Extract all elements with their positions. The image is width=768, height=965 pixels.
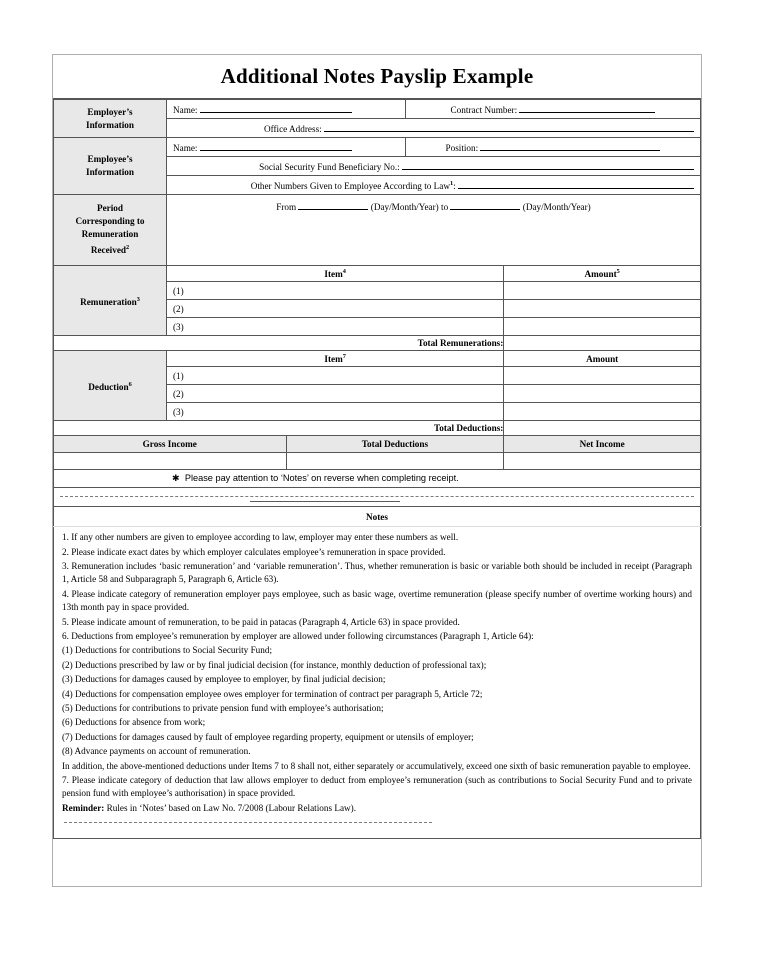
remuneration-item-header: Item$^4$ [167, 266, 504, 282]
total-deductions-row [54, 421, 701, 436]
note-item: (3) Deductions for damages caused by employee to employer, by final judicial decision; [62, 674, 386, 685]
deduction-footnote-marker: 6 [128, 380, 132, 388]
employer-name-row [54, 100, 701, 119]
employee-name-row [54, 138, 701, 157]
remuneration-item-3[interactable]: (3) [167, 318, 504, 336]
remuneration-amount-header: Amount$^5$ [504, 266, 701, 282]
gross-income-value[interactable] [54, 453, 287, 470]
employer-name-cell[interactable] [167, 100, 406, 119]
employee-name-cell[interactable] [167, 138, 406, 157]
employee-other-numbers-label: Other Numbers Given to Employee According to Law [250, 181, 450, 191]
total-deductions-summary-value[interactable] [286, 453, 504, 470]
note-item: (4) Deductions for compensation employee owes employer for termination of contract per paragraph 5, Article 72; [62, 688, 483, 699]
notes-body-row [54, 527, 701, 839]
total-remunerations-row [54, 336, 701, 351]
deduction-item-2[interactable]: (2) [167, 385, 504, 403]
reminder-text: Rules in ‘Notes’ based on Law No. 7/2008 (Labour Relations Law). [104, 802, 357, 813]
deduction-label: Deduction$^6$ [54, 351, 167, 421]
employer-contract-number-cell[interactable] [406, 100, 701, 119]
note-item: 7. Please indicate category of deduction that law allows employer to deduct from employee’s remuneration (such as contributions to Social Security Fund and to private pension fund with employee’s authorisation) in space provided. [62, 775, 692, 799]
remuneration-label: Remuneration$^3$ [54, 266, 167, 336]
employee-position-input[interactable] [480, 141, 660, 151]
asterisk-icon: ✱ [172, 473, 180, 484]
employer-name-input[interactable] [200, 103, 352, 113]
net-income-value[interactable] [504, 453, 701, 470]
cut-line-row [54, 488, 701, 507]
employee-name-label: Name: [173, 143, 198, 153]
note-item: (7) Deductions for damages caused by fault of employee regarding property, equipment or utensils of employer; [62, 731, 474, 742]
employee-ssf-input[interactable] [402, 160, 694, 170]
footnote-text: Please pay attention to ‘Notes’ on reverse when completing receipt. [184, 473, 459, 484]
total-remunerations-label: Total Remunerations: [54, 336, 504, 351]
bottom-cut-line [64, 822, 432, 823]
page-title: Additional Notes Payslip Example [220, 64, 534, 88]
remuneration-footnote-marker: 3 [136, 295, 140, 303]
period-from-label: From [276, 202, 297, 212]
employer-information-label: Employer’s Information [54, 100, 167, 138]
bottom-cut-line-wrap [62, 816, 692, 832]
note-item: (8) Advance payments on account of remuneration. [62, 746, 251, 757]
deduction-item-footnote-marker: 7 [342, 353, 346, 361]
deduction-item-3[interactable]: (3) [167, 403, 504, 421]
cut-line-cell [54, 488, 701, 507]
deduction-amount-header: Amount [504, 351, 701, 367]
note-item: (6) Deductions for absence from work; [62, 717, 206, 728]
total-remunerations-value[interactable] [504, 336, 701, 351]
gross-income-header: Gross Income [54, 436, 287, 453]
employer-office-address-input[interactable] [324, 122, 694, 132]
employer-contract-number-input[interactable] [519, 103, 655, 113]
net-income-header: Net Income [504, 436, 701, 453]
period-from-input[interactable] [298, 200, 368, 210]
notes-heading-row [54, 507, 701, 527]
remuneration-amount-2[interactable] [504, 300, 701, 318]
employer-office-address-label: Office Address: [263, 124, 322, 134]
note-item: (2) Deductions prescribed by law or by final judicial decision (for instance, monthly deduction of professional tax); [62, 659, 487, 670]
form-title-band [53, 55, 701, 99]
employee-other-numbers-cell[interactable] [167, 176, 701, 195]
period-row [54, 195, 701, 266]
footnote-row [54, 470, 701, 488]
footnote-cell [54, 470, 701, 488]
employer-office-address-cell[interactable] [167, 119, 701, 138]
deduction-header-row [54, 351, 701, 367]
other-numbers-footnote-marker: 1 [449, 179, 454, 187]
employee-name-input[interactable] [200, 141, 352, 151]
period-range-cell[interactable] [167, 195, 701, 266]
payslip-table [53, 99, 701, 887]
note-item: 2. Please indicate exact dates by which employer calculates employee’s remuneration in space provided. [62, 546, 446, 557]
notes-heading: Notes [54, 507, 701, 527]
employee-information-label: Employee’s Information [54, 138, 167, 195]
scissor-cut-line [60, 496, 694, 497]
summary-values-row [54, 453, 701, 470]
employer-name-label: Name: [173, 105, 198, 115]
note-item: In addition, the above-mentioned deductions under Items 7 to 8 shall not, either separately or accumulatively, exceed one sixth of basic remuneration payable to employee. [62, 760, 691, 771]
note-item: 4. Please indicate category of remuneration employer pays employee, such as basic wage, overtime remuneration (please specify number of overtime working hours) and 13th month pay in space provided. [62, 588, 692, 613]
period-footnote-marker: 2 [126, 244, 130, 252]
employee-position-cell[interactable] [406, 138, 701, 157]
note-item: (5) Deductions for contributions to private pension fund with employee’s authorisation; [62, 703, 384, 713]
remuneration-item-2[interactable]: (2) [167, 300, 504, 318]
note-item: 1. If any other numbers are given to employee according to law, employer may enter these numbers as well. [62, 532, 459, 543]
remuneration-header-row [54, 266, 701, 282]
note-item: 5. Please indicate amount of remuneration, to be paid in patacas (Paragraph 4, Article 63) in space provided. [62, 616, 460, 627]
employee-ssf-cell[interactable] [167, 157, 701, 176]
remuneration-item-1[interactable]: (1) [167, 282, 504, 300]
blank-tail-row [54, 839, 701, 888]
employee-ssf-label: Social Security Fund Beneficiary No.: [259, 162, 400, 172]
total-deductions-header: Total Deductions [286, 436, 504, 453]
employee-position-label: Position: [445, 143, 479, 153]
period-to-format: (Day/Month/Year) [522, 202, 591, 212]
notes-body-cell [54, 527, 701, 839]
reminder-label: Reminder: [62, 802, 105, 813]
remuneration-amount-1[interactable] [504, 282, 701, 300]
note-item: 6. Deductions from employee’s remuneration by employer are allowed under following circumstances (Paragraph 1, Article 64): [62, 630, 534, 641]
total-deductions-value[interactable] [504, 421, 701, 436]
payslip-form [52, 54, 702, 887]
note-item: 3. Remuneration includes ‘basic remuneration’ and ‘variable remuneration’. Thus, whether remuneration is basic or variable both should be included in receipt (Paragraph 1, Article 58 and Subparagraph 5, Paragraph 6, Article 63). [62, 560, 692, 585]
summary-header-row [54, 436, 701, 453]
note-item: (1) Deductions for contributions to Social Security Fund; [62, 645, 273, 656]
deduction-item-header: Item$^7$ [167, 351, 504, 367]
scissor-cut-line-secondary [250, 501, 400, 502]
period-label: Period Corresponding to Remuneration Received$^2$ [54, 195, 167, 266]
total-deductions-label: Total Deductions: [54, 421, 504, 436]
remuneration-item-footnote-marker: 4 [342, 268, 346, 275]
remuneration-amount-3[interactable] [504, 318, 701, 336]
employee-other-numbers-input[interactable] [458, 179, 694, 189]
period-to-input[interactable] [450, 200, 520, 210]
notes-reminder [62, 802, 692, 815]
remuneration-amount-footnote-marker: 5 [616, 268, 620, 275]
deduction-amount-2[interactable] [504, 385, 701, 403]
blank-tail-cell [54, 839, 701, 888]
deduction-item-1[interactable]: (1) [167, 367, 504, 385]
deduction-amount-3[interactable] [504, 403, 701, 421]
period-from-format: (Day/Month/Year) to [370, 202, 449, 212]
deduction-amount-1[interactable] [504, 367, 701, 385]
other-numbers-colon: : [453, 181, 456, 191]
employer-contract-number-label: Contract Number: [450, 105, 518, 115]
